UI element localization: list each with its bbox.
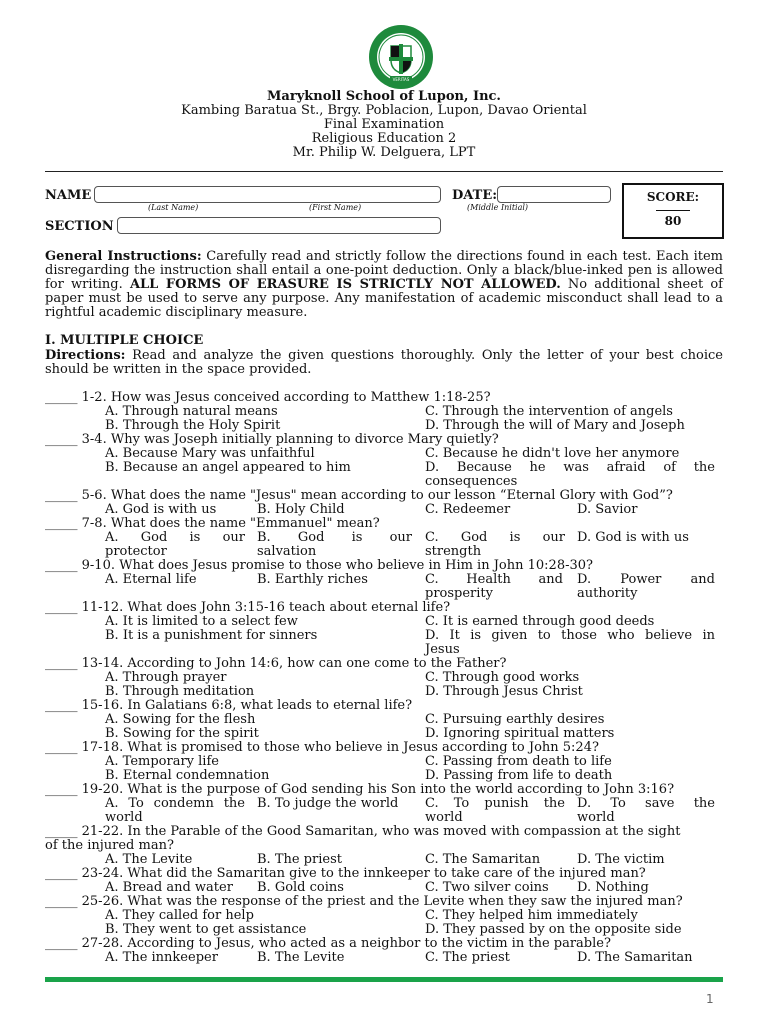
choice-c-continued: world [425, 810, 463, 825]
choice-c: C. To punish the [425, 796, 565, 811]
choice-d: D. Ignoring spiritual matters [425, 726, 615, 741]
question-stem: _____ 19-20. What is the purpose of God sending his Son into the world according to John 3:16? [45, 782, 675, 797]
choice-c: C. Pursuing earthly desires [425, 712, 605, 727]
choice-c: C. The Samaritan [425, 852, 541, 867]
choice-c: C. Two silver coins [425, 880, 549, 895]
choice-a: A. Because Mary was unfaithful [105, 446, 315, 461]
choice-d: D. Nothing [577, 880, 649, 895]
instructions-text-1: Carefully read and strictly follow the directions found in each test. Each item disregarding the instruction shall entail a one-point deduction. Only a black/blue-inked pen is allowed for writing. [45, 249, 724, 292]
choice-b: B. It is a punishment for sinners [105, 628, 318, 643]
choice-c: C. They helped him immediately [425, 908, 638, 923]
question-stem: _____ 1-2. How was Jesus conceived according to Matthew 1:18-25? [45, 390, 491, 405]
question-stem: _____ 21-22. In the Parable of the Good Samaritan, who was moved with compassion at the sight [45, 824, 681, 839]
choice-c: C. Through the intervention of angels [425, 404, 673, 419]
choice-b: B. God is our [257, 530, 412, 545]
score-total: 80 [664, 214, 682, 228]
choice-a: A. Through prayer [105, 670, 227, 685]
choice-d: D. Through Jesus Christ [425, 684, 583, 699]
choice-a: A. They called for help [105, 908, 254, 923]
choice-a: A. To condemn the [105, 796, 245, 811]
footer-bar [45, 977, 723, 982]
choice-b: B. Holy Child [257, 502, 345, 517]
choice-d: D. Power and [577, 572, 715, 587]
choice-a: A. Through natural means [105, 404, 278, 419]
page-number: 1 [706, 992, 714, 1006]
choice-b: B. Through meditation [105, 684, 255, 699]
score-label: SCORE: [646, 190, 700, 204]
choice-d: D. It is given to those who believe in [425, 628, 715, 643]
score-box [622, 183, 724, 239]
score-blank [656, 210, 690, 211]
instructions-warning: ALL FORMS OF ERASURE IS STRICTLY NOT ALLOWED. [129, 277, 561, 292]
choice-a: A. Eternal life [105, 572, 197, 587]
question-stem: _____ 11-12. What does John 3:15-16 teach about eternal life? [45, 600, 451, 615]
choice-c: C. Redeemer [425, 502, 511, 517]
choice-d-continued: consequences [425, 474, 518, 489]
header-divider [45, 171, 723, 172]
choice-c: C. Through good works [425, 670, 580, 685]
choice-d: D. They passed by on the opposite side [425, 922, 682, 937]
choice-c: C. Because he didn't love her anymore [425, 446, 680, 461]
choice-b: B. The Levite [257, 950, 345, 965]
instructions-title: General Instructions: [45, 249, 202, 264]
choice-d: D. The Samaritan [577, 950, 693, 965]
section-label: SECTION [45, 219, 114, 234]
choice-a: A. Sowing for the flesh [105, 712, 256, 727]
choice-c: C. Health and [425, 572, 563, 587]
choice-c: C. Passing from death to life [425, 754, 612, 769]
general-instructions [45, 250, 723, 320]
teacher-name: Mr. Philip W. Delguera, LPT [292, 145, 476, 160]
choice-c-continued: prosperity [425, 586, 493, 601]
choice-a: A. God is with us [105, 502, 217, 517]
section-directions [45, 349, 723, 377]
directions-text: Read and analyze the given questions thoroughly. Only the letter of your best choice should be written in the space provided. [45, 348, 723, 377]
section-field[interactable] [117, 217, 441, 234]
school-seal-logo [368, 24, 434, 90]
name-label: NAME [45, 188, 92, 203]
question-stem-continued: of the injured man? [45, 838, 174, 853]
date-label: DATE: [452, 188, 498, 203]
choice-a: A. Bread and water [105, 880, 233, 895]
question-stem: _____ 25-26. What was the response of the priest and the Levite when they saw the injured man? [45, 894, 683, 909]
choice-c: C. It is earned through good deeds [425, 614, 655, 629]
choice-a-continued: world [105, 810, 143, 825]
choice-d-continued: authority [577, 586, 638, 601]
date-field[interactable] [497, 186, 611, 203]
choice-b: B. Gold coins [257, 880, 344, 895]
choice-b-continued: salvation [257, 544, 317, 559]
choice-b: B. Through the Holy Spirit [105, 418, 281, 433]
subject-title: Religious Education 2 [311, 131, 457, 146]
middle-initial-caption: (Middle Initial) [467, 203, 529, 212]
choice-b: B. Sowing for the spirit [105, 726, 259, 741]
choice-b: B. The priest [257, 852, 342, 867]
school-address: Kambing Baratua St., Brgy. Poblacion, Lupon, Davao Oriental [181, 103, 587, 118]
choice-d: D. Passing from life to death [425, 768, 613, 783]
choice-a: A. The Levite [105, 852, 193, 867]
choice-d: D. To save the [577, 796, 715, 811]
question-stem: _____ 3-4. Why was Joseph initially planning to divorce Mary quietly? [45, 432, 499, 447]
choice-d: D. Because he was afraid of the [425, 460, 715, 475]
choice-b: B. To judge the world [257, 796, 399, 811]
choice-c: C. God is our [425, 530, 565, 545]
choice-a: A. It is limited to a select few [105, 614, 298, 629]
choice-d: D. The victim [577, 852, 665, 867]
svg-text:VERITAS: VERITAS [392, 77, 410, 82]
choice-d-continued: world [577, 810, 615, 825]
instructions-text-2: No additional sheet of paper must be used to serve any purpose. Any manifestation of academic misconduct shall lead to a rightful academic disciplinary measure. [45, 277, 723, 320]
question-stem: _____ 23-24. What did the Samaritan give to the innkeeper to take care of the injured man? [45, 866, 646, 881]
choice-d: D. Through the will of Mary and Joseph [425, 418, 685, 433]
choice-c: C. The priest [425, 950, 510, 965]
directions-label: Directions: [45, 348, 126, 363]
choice-c-continued: strength [425, 544, 482, 559]
last-name-caption: (Last Name) [148, 203, 199, 212]
question-stem: _____ 15-16. In Galatians 6:8, what leads to eternal life? [45, 698, 413, 713]
choice-d: D. God is with us [577, 530, 689, 545]
choice-a-continued: protector [105, 544, 167, 559]
exam-title: Final Examination [323, 117, 445, 132]
choice-b: B. Because an angel appeared to him [105, 460, 351, 475]
choice-a: A. God is our [105, 530, 245, 545]
section-title: I. MULTIPLE CHOICE [45, 333, 204, 348]
name-field[interactable] [94, 186, 441, 203]
choice-b: B. Eternal condemnation [105, 768, 270, 783]
choice-d-continued: Jesus [425, 642, 460, 657]
school-name: Maryknoll School of Lupon, Inc. [267, 89, 501, 104]
question-stem: _____ 13-14. According to John 14:6, how can one come to the Father? [45, 656, 507, 671]
choice-a: A. Temporary life [105, 754, 219, 769]
choice-a: A. The innkeeper [105, 950, 218, 965]
first-name-caption: (First Name) [309, 203, 362, 212]
question-stem: _____ 27-28. According to Jesus, who acted as a neighbor to the victim in the parable? [45, 936, 611, 951]
question-stem: _____ 9-10. What does Jesus promise to those who believe in Him in John 10:28-30? [45, 558, 594, 573]
choice-b: B. They went to get assistance [105, 922, 307, 937]
choice-b: B. Earthly riches [257, 572, 368, 587]
choice-d: D. Savior [577, 502, 638, 517]
question-stem: _____ 5-6. What does the name "Jesus" mean according to our lesson “Eternal Glory with God”? [45, 488, 673, 503]
question-stem: _____ 7-8. What does the name "Emmanuel" mean? [45, 516, 380, 531]
question-stem: _____ 17-18. What is promised to those who believe in Jesus according to John 5:24? [45, 740, 599, 755]
